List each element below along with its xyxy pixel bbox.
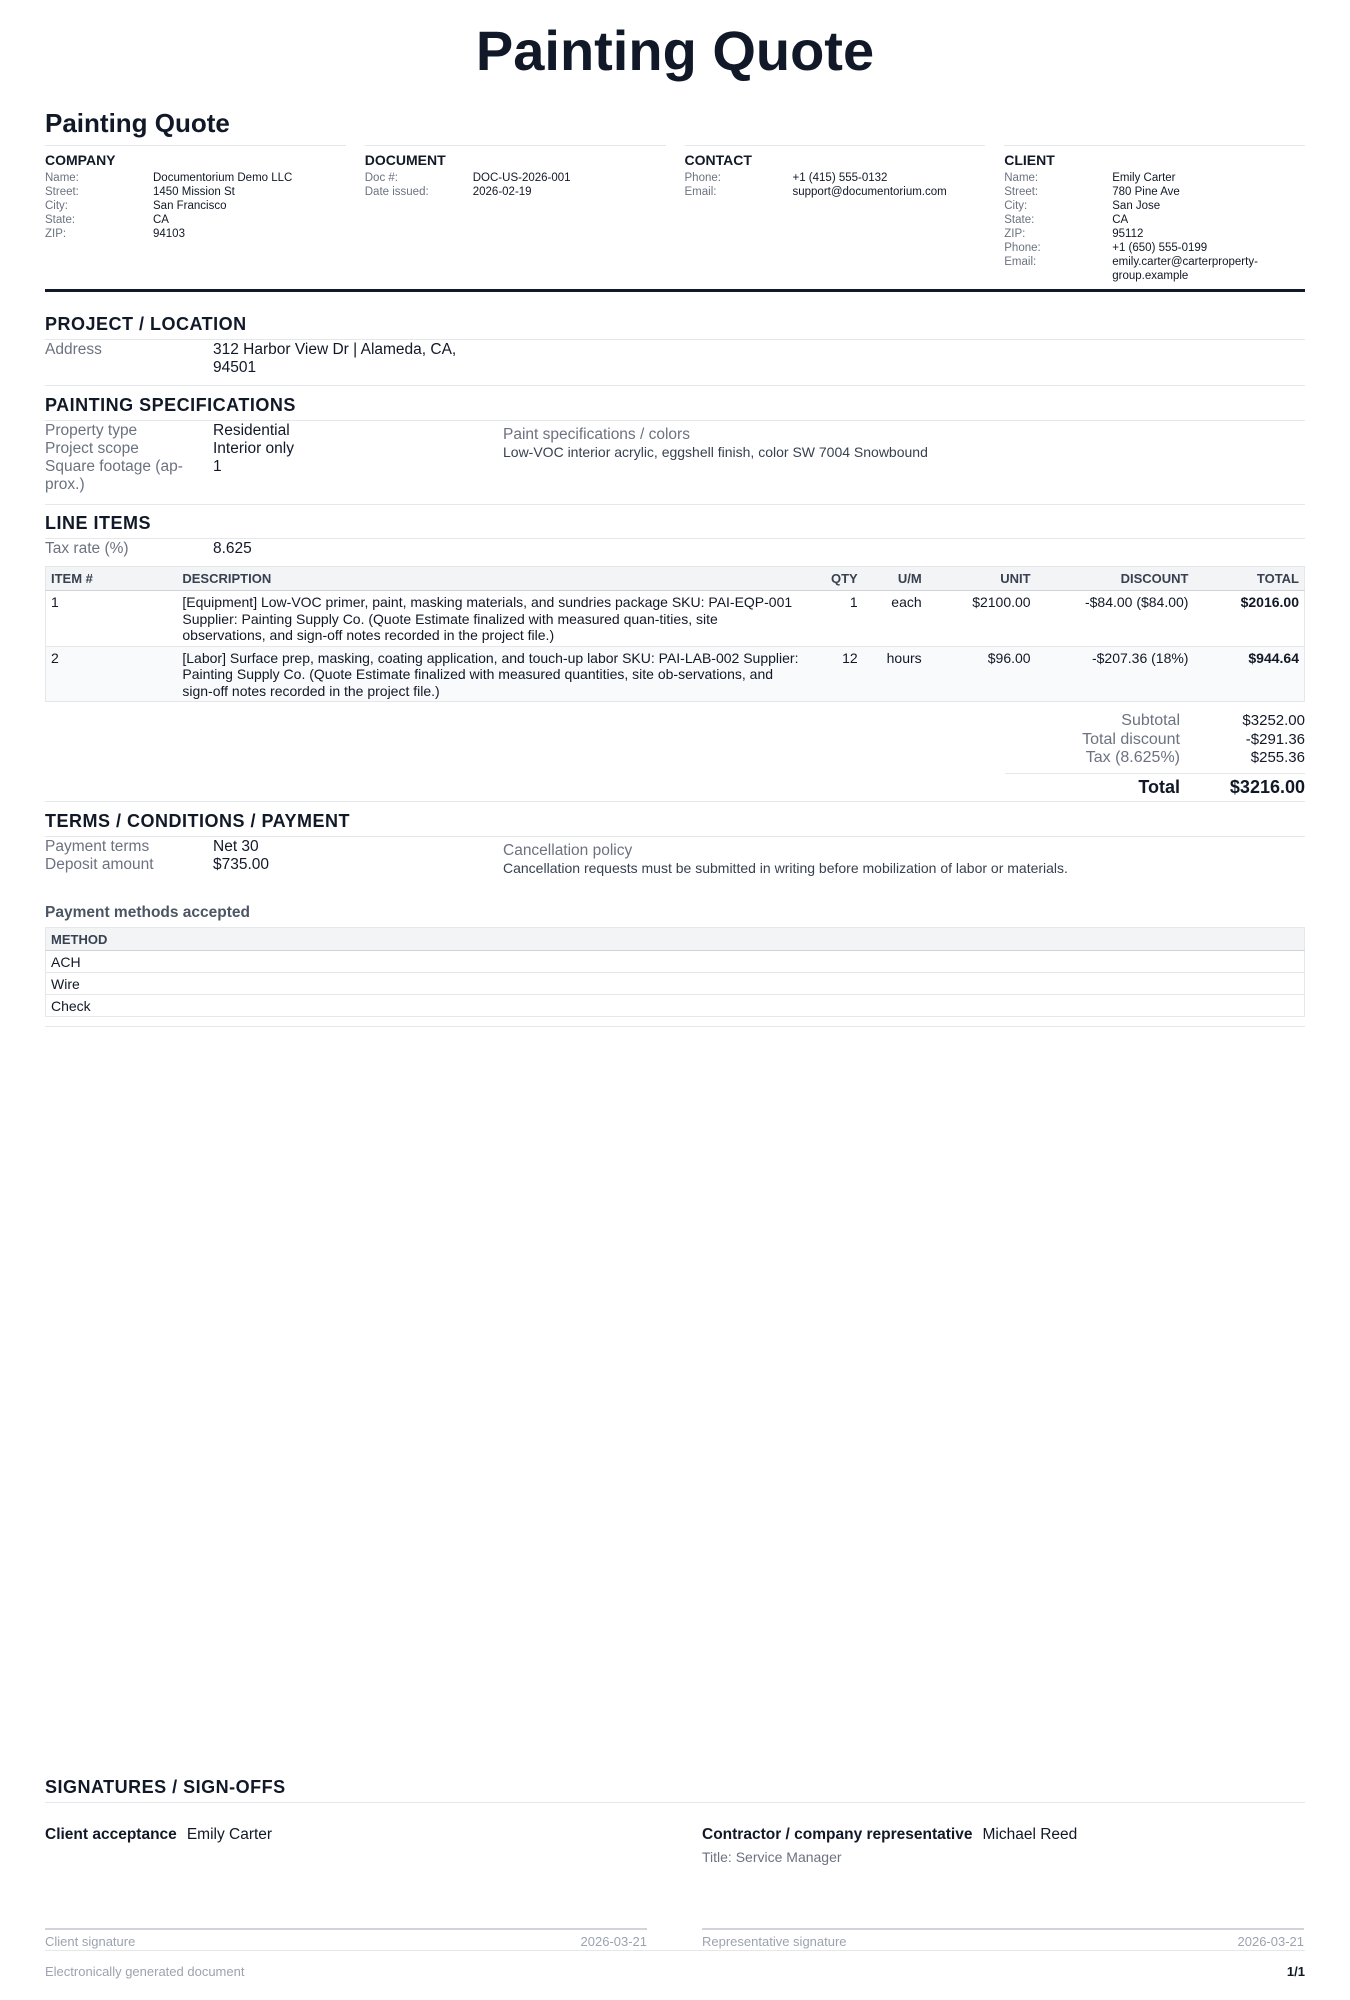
grand-total-value: $3216.00	[1229, 777, 1305, 797]
property-type-value: Residential	[213, 422, 290, 439]
client-acceptance-label: Client acceptance	[45, 1826, 177, 1843]
header-divider	[45, 289, 1305, 292]
client-city-value: San Jose	[1112, 200, 1161, 212]
quote-page	[45, 0, 1305, 2000]
client-state-value: CA	[1112, 214, 1129, 226]
payment-methods-title: Payment methods accepted	[45, 904, 251, 921]
client-email-value: emily.carter@carterproperty-group.example	[1112, 256, 1258, 282]
payment-terms-value: Net 30	[213, 838, 259, 855]
client-name-value: Emily Carter	[1112, 172, 1176, 184]
grand-total-row	[1005, 777, 1305, 798]
item-discount: -$207.36 (18%)	[1036, 646, 1194, 702]
client-acceptance	[45, 1826, 272, 1844]
sqft-label: Square footage (ap-prox.)	[45, 458, 183, 493]
contact-phone-row	[685, 171, 986, 185]
subtotal-value: $3252.00	[1242, 712, 1305, 729]
client-street-row	[1004, 185, 1305, 199]
property-type-field	[45, 422, 290, 440]
rep-signature-line	[702, 1928, 1304, 1930]
company-state-value: CA	[153, 214, 169, 226]
rep-signature-date: 2026-03-21	[1237, 1934, 1304, 1949]
client-signature-line	[45, 1928, 647, 1930]
sqft-value: 1	[213, 458, 222, 475]
col-unit-header: UNIT	[927, 567, 1036, 591]
page-footer	[45, 1950, 1305, 1979]
cancellation-value: Cancellation requests must be submitted in writing before mobilization of labor or materials.	[503, 860, 1068, 876]
company-state-key: State:	[45, 214, 76, 226]
client-signer-name: Emily Carter	[186, 1826, 273, 1843]
subtotal-label: Subtotal	[1121, 712, 1180, 729]
doc-number-row	[365, 171, 666, 185]
client-signature-caption	[45, 1934, 647, 1949]
date-issued-key: Date issued:	[364, 186, 429, 198]
company-street-key: Street:	[45, 186, 79, 198]
terms-heading: TERMS / CONDITIONS / PAYMENT	[45, 811, 1305, 837]
item-um: each	[863, 591, 927, 647]
contact-phone-key: Phone:	[684, 172, 721, 184]
line-items-heading: LINE ITEMS	[45, 513, 1305, 539]
contact-email-row	[685, 185, 986, 199]
contact-email-key: Email:	[684, 186, 717, 198]
company-street-value: 1450 Mission St	[153, 186, 235, 198]
client-zip-value: 95112	[1112, 228, 1144, 240]
client-state-key: State:	[1004, 214, 1035, 226]
divider	[45, 504, 1305, 505]
client-street-value: 780 Pine Ave	[1112, 186, 1180, 198]
client-email-key: Email:	[1004, 256, 1037, 268]
table-row	[46, 995, 1305, 1017]
client-block	[1004, 145, 1305, 283]
project-heading: PROJECT / LOCATION	[45, 314, 1305, 340]
grand-total-label: Total	[1138, 777, 1180, 797]
col-total-header: TOTAL	[1193, 567, 1304, 591]
rep-acceptance	[702, 1826, 1077, 1844]
item-number: 1	[46, 591, 178, 647]
rep-title: Title: Service Manager	[702, 1849, 842, 1865]
client-heading: CLIENT	[1004, 152, 1055, 168]
item-um: hours	[863, 646, 927, 702]
payment-terms-field	[45, 838, 259, 856]
specs-heading: PAINTING SPECIFICATIONS	[45, 395, 1305, 421]
tax-rate-value: 8.625	[213, 540, 252, 557]
methods-header-row	[46, 928, 1305, 951]
rep-signature-caption	[702, 1934, 1304, 1949]
tax-label: Tax (8.625%)	[1085, 749, 1180, 766]
item-number: 2	[46, 646, 178, 702]
doc-number-key: Doc #:	[364, 172, 398, 184]
client-state-row	[1004, 213, 1305, 227]
client-name-row	[1004, 171, 1305, 185]
item-discount: -$84.00 ($84.00)	[1036, 591, 1194, 647]
company-city-key: City:	[45, 200, 68, 212]
totals-divider	[1005, 773, 1305, 774]
company-state-row	[45, 213, 346, 227]
company-block	[45, 145, 346, 283]
date-issued-row	[365, 185, 666, 199]
date-issued-value: 2026-02-19	[472, 186, 532, 198]
table-row	[46, 951, 1305, 973]
divider	[45, 385, 1305, 386]
total-discount-value: -$291.36	[1245, 731, 1305, 748]
sqft-field	[45, 458, 222, 494]
client-name-key: Name:	[1004, 172, 1039, 184]
payment-methods-table	[45, 927, 1305, 1017]
col-description-header: DESCRIPTION	[177, 567, 806, 591]
tax-rate-field	[45, 540, 252, 558]
company-zip-value: 94103	[153, 228, 185, 240]
address-label: Address	[45, 341, 102, 358]
item-description: [Labor] Surface prep, masking, coating application, and touch-up labor SKU: PAI-LAB-002 Supplier: Painting Supply Co. (Quote Estimate finalized with measured quantities, site ob-servations, and sign-off notes recorded in the project file.)	[177, 646, 806, 702]
item-qty: 12	[807, 646, 863, 702]
col-item-header: ITEM #	[46, 567, 178, 591]
company-zip-row	[45, 227, 346, 241]
rep-label: Contractor / company representative	[702, 1826, 973, 1843]
line-items-table	[45, 566, 1305, 702]
divider	[45, 801, 1305, 802]
page-title: Painting Quote	[475, 19, 875, 82]
method-cell: Check	[46, 995, 1305, 1017]
client-city-row	[1004, 199, 1305, 213]
signatures-heading: SIGNATURES / SIGN-OFFS	[45, 1777, 1305, 1803]
document-block	[365, 145, 666, 283]
subtotal-row	[1005, 712, 1305, 730]
item-total: $944.64	[1193, 646, 1304, 702]
rep-signature-label: Representative signature	[702, 1934, 847, 1949]
deposit-field	[45, 856, 269, 874]
client-phone-row	[1004, 241, 1305, 255]
header-info	[45, 145, 1305, 283]
client-zip-key: ZIP:	[1004, 228, 1026, 240]
deposit-label: Deposit amount	[45, 856, 154, 873]
company-street-row	[45, 185, 346, 199]
company-heading: COMPANY	[45, 152, 116, 168]
method-cell: Wire	[46, 973, 1305, 995]
client-zip-row	[1004, 227, 1305, 241]
document-heading: DOCUMENT	[364, 152, 446, 168]
client-phone-value: +1 (650) 555-0199	[1112, 242, 1208, 254]
payment-terms-label: Payment terms	[45, 838, 150, 855]
company-name-row	[45, 171, 346, 185]
colors-value: Low-VOC interior acrylic, eggshell finish, color SW 7004 Snowbound	[503, 444, 928, 460]
tax-value: $255.36	[1250, 749, 1305, 766]
contact-phone-value: +1 (415) 555-0132	[792, 172, 888, 184]
table-row	[46, 973, 1305, 995]
footer-note: Electronically generated document	[45, 1964, 245, 1979]
col-discount-header: DISCOUNT	[1036, 567, 1194, 591]
page-number: 1/1	[1286, 1964, 1305, 1979]
scope-value: Interior only	[213, 440, 294, 457]
item-unit: $96.00	[927, 646, 1036, 702]
table-row	[46, 646, 1305, 702]
company-name-value: Documentorium Demo LLC	[153, 172, 293, 184]
col-qty-header: QTY	[807, 567, 863, 591]
scope-field	[45, 440, 294, 458]
doc-number-value: DOC-US-2026-001	[472, 172, 571, 184]
item-unit: $2100.00	[927, 591, 1036, 647]
cancellation-label: Cancellation policy	[503, 842, 633, 859]
client-street-key: Street:	[1004, 186, 1039, 198]
item-description: [Equipment] Low-VOC primer, paint, masking materials, and sundries package SKU: PAI-EQP-001 Supplier: Painting Supply Co. (Quote Estimate finalized with measured quan-tities, site observations, and sign-off notes recorded in the project file.)	[177, 591, 806, 647]
colors-label: Paint specifications / colors	[503, 426, 690, 443]
contact-email-value: support@documentorium.com	[792, 186, 947, 198]
client-email-row	[1004, 255, 1305, 283]
divider	[45, 1026, 1305, 1027]
client-signature-label: Client signature	[45, 1934, 136, 1949]
deposit-value: $735.00	[213, 856, 270, 873]
scope-label: Project scope	[45, 440, 139, 457]
item-qty: 1	[807, 591, 863, 647]
table-row	[46, 591, 1305, 647]
document-subtitle: Painting Quote	[45, 108, 230, 138]
contact-heading: CONTACT	[684, 152, 752, 168]
company-name-key: Name:	[45, 172, 79, 184]
tax-row	[1005, 749, 1305, 767]
company-city-row	[45, 199, 346, 213]
company-zip-key: ZIP:	[45, 228, 67, 240]
client-city-key: City:	[1004, 200, 1028, 212]
tax-rate-label: Tax rate (%)	[45, 540, 129, 557]
table-header-row	[46, 567, 1305, 591]
col-um-header: U/M	[863, 567, 927, 591]
method-cell: ACH	[46, 951, 1305, 973]
company-city-value: San Francisco	[153, 200, 227, 212]
client-phone-key: Phone:	[1004, 242, 1041, 254]
property-type-label: Property type	[45, 422, 138, 439]
total-discount-label: Total discount	[1082, 731, 1180, 748]
item-total: $2016.00	[1193, 591, 1304, 647]
client-signature-date: 2026-03-21	[580, 1934, 647, 1949]
total-discount-row	[1005, 731, 1305, 749]
address-value: 312 Harbor View Dr | Alameda, CA, 94501	[213, 341, 457, 376]
method-column-header: METHOD	[46, 928, 1305, 951]
rep-signer-name: Michael Reed	[982, 1826, 1078, 1843]
address-field	[45, 341, 473, 377]
contact-block	[685, 145, 986, 283]
